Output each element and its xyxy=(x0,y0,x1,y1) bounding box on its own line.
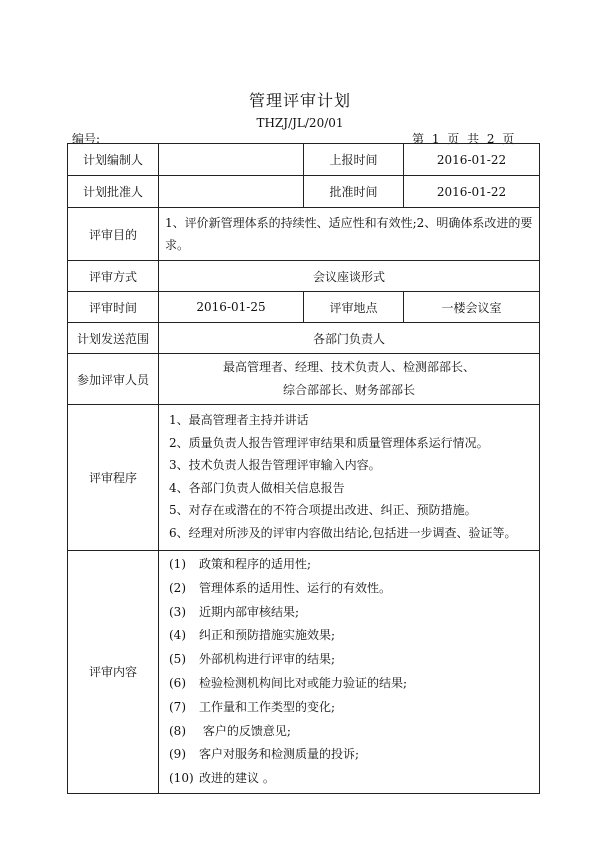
method-label: 评审方式 xyxy=(68,261,159,292)
distribution-label: 计划发送范围 xyxy=(68,323,159,354)
content-item xyxy=(169,696,539,720)
approve-time-label: 批准时间 xyxy=(304,176,404,208)
content-item-number: (9) xyxy=(169,747,186,762)
content-item-text: 政策和程序的适用性; xyxy=(199,557,312,571)
procedure-item: 3、技术负责人报告管理评审输入内容。 xyxy=(169,458,381,472)
number-label: 编号: xyxy=(72,132,101,146)
procedure-item: 6、经理对所涉及的评审内容做出结论,包括进一步调查、验证等。 xyxy=(169,525,517,540)
planner-value xyxy=(159,144,304,176)
content-item-text: 改进的建议 。 xyxy=(199,771,275,786)
procedure-list xyxy=(159,405,540,551)
distribution-value: 各部门负责人 xyxy=(159,323,540,354)
content-item-number: (10) xyxy=(169,771,194,786)
approver-label: 计划批准人 xyxy=(68,176,159,208)
content-item-number: (5) xyxy=(169,652,186,667)
review-time-value: 2016-01-25 xyxy=(159,292,304,323)
content-item-number: (8) xyxy=(169,723,186,738)
purpose-label: 评审目的 xyxy=(68,208,159,261)
content-label: 评审内容 xyxy=(68,551,159,794)
location-label: 评审地点 xyxy=(304,292,404,323)
participants-line-2: 综合部部长、财务部部长 xyxy=(282,383,415,397)
participants-value xyxy=(159,354,540,405)
page-title: 管理评审计划 xyxy=(248,91,351,110)
content-item xyxy=(169,648,539,672)
procedure-item: 5、对存在或潜在的不符合项提出改进、纠正、预防措施。 xyxy=(169,503,477,517)
approve-time-value: 2016-01-22 xyxy=(404,176,540,208)
content-item-text: 近期内部审核结果; xyxy=(199,604,300,619)
location-value: 一楼会议室 xyxy=(404,292,540,323)
content-item-number: (2) xyxy=(169,580,186,595)
method-value: 会议座谈形式 xyxy=(159,261,540,292)
content-item xyxy=(169,624,539,648)
content-item-text: 外部机构进行评审的结果; xyxy=(199,652,336,667)
procedure-item: 4、各部门负责人做相关信息报告 xyxy=(169,480,345,495)
purpose-value: 1、评价新管理体系的持续性、适应性和有效性;2、明确体系改进的要求。 xyxy=(159,208,540,261)
participants-line-1: 最高管理者、经理、技术负责人、检测部部长、 xyxy=(222,360,475,374)
content-item-number: (1) xyxy=(169,557,186,571)
content-item-text: 工作量和工作类型的变化; xyxy=(199,699,336,714)
review-plan-table xyxy=(67,143,540,794)
content-item-number: (7) xyxy=(169,699,186,714)
document-code: THZJ/JL/20/01 xyxy=(256,116,344,130)
procedure-label: 评审程序 xyxy=(68,405,159,551)
content-item xyxy=(169,743,539,767)
content-item xyxy=(169,720,539,744)
content-item-text: 客户对服务和检测质量的投诉; xyxy=(199,747,360,762)
content-item-number: (6) xyxy=(169,675,186,690)
content-item xyxy=(169,601,539,625)
content-item xyxy=(169,672,539,696)
planner-label: 计划编制人 xyxy=(68,144,159,176)
procedure-item: 1、最高管理者主持并讲话 xyxy=(169,413,309,427)
procedure-item: 2、质量负责人报告管理评审结果和质量管理体系运行情况。 xyxy=(169,435,489,450)
approver-value xyxy=(159,176,304,208)
content-list xyxy=(159,551,540,794)
report-time-value: 2016-01-22 xyxy=(404,144,540,176)
content-item-text: 纠正和预防措施实施效果; xyxy=(199,628,336,643)
content-item xyxy=(169,577,539,601)
content-item-text: 客户的反馈意见; xyxy=(199,723,291,738)
content-item-text: 检验检测机构间比对或能力验证的结果; xyxy=(199,675,408,690)
page-info: 第 1 页 共 2 页 xyxy=(412,132,515,146)
participants-label: 参加评审人员 xyxy=(68,354,159,405)
review-time-label: 评审时间 xyxy=(68,292,159,323)
content-item-number: (3) xyxy=(169,604,186,619)
content-item xyxy=(169,767,539,791)
content-item-number: (4) xyxy=(169,628,186,643)
content-item-text: 管理体系的适用性、运行的有效性。 xyxy=(199,580,392,595)
content-item xyxy=(169,553,539,577)
report-time-label: 上报时间 xyxy=(304,144,404,176)
